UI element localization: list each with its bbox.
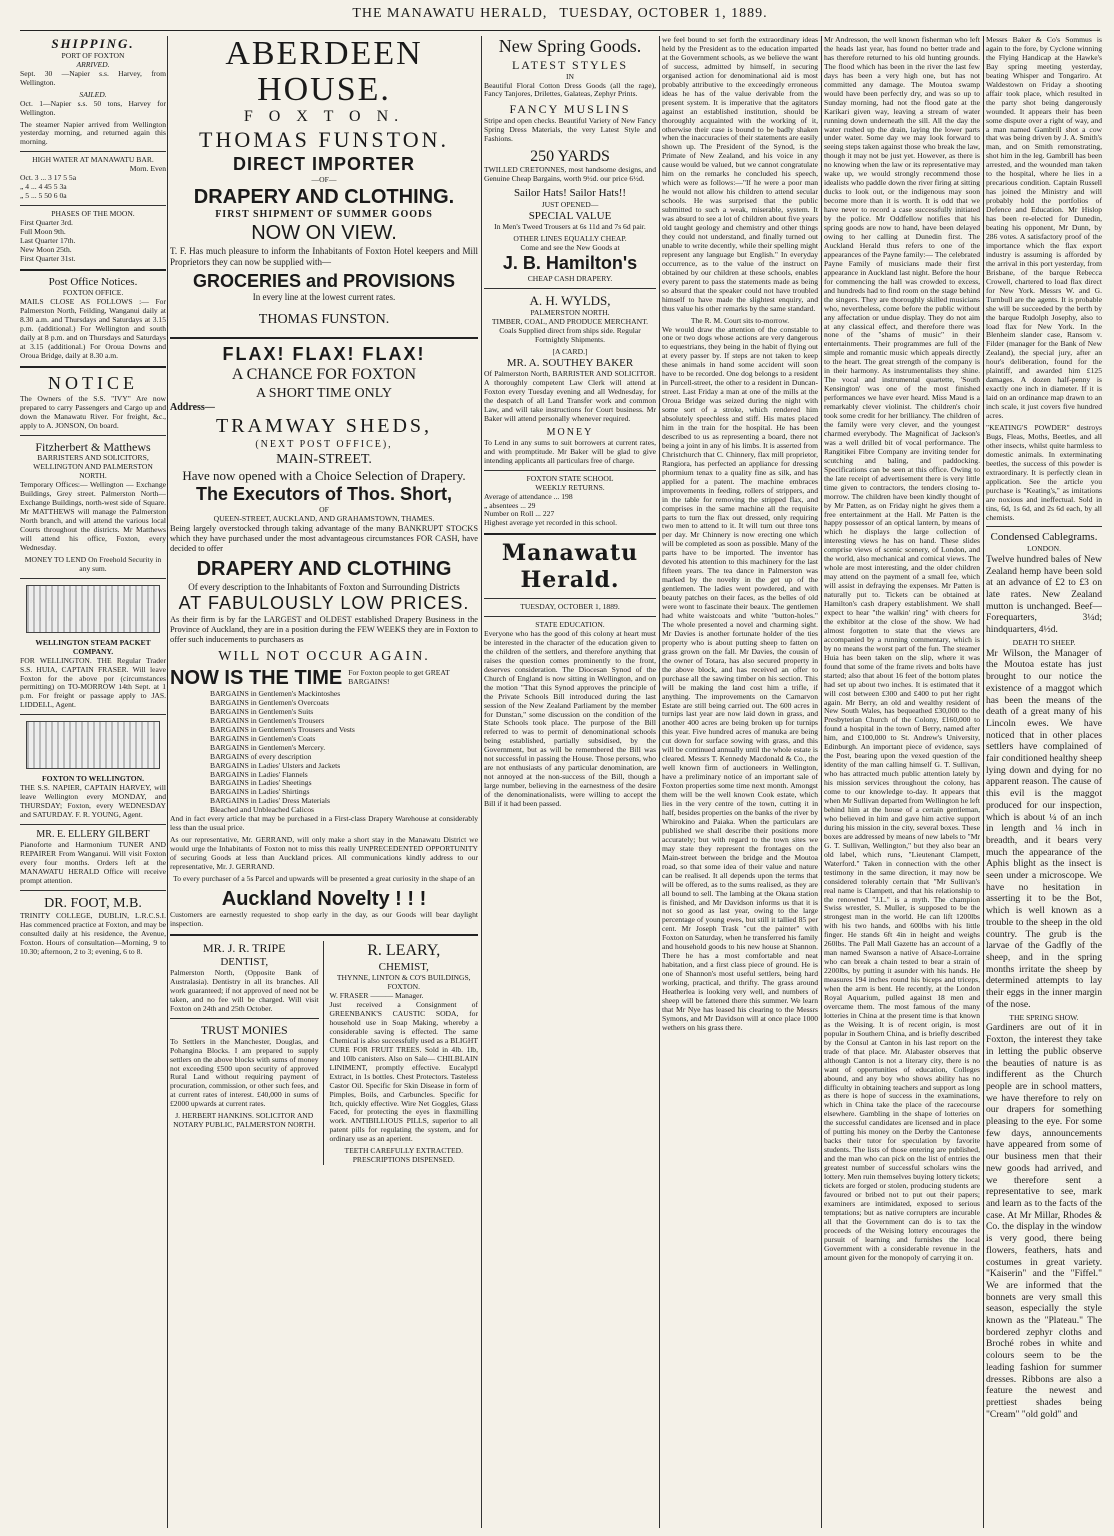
col4-text2: We would draw the attention of the constable to one or two dogs whose actions are very dangerous to equestrians, they being in the habit of flying out at every passer by. If steps are not taken to keep these animals in hand some accident will soon have to be recorded. One dog belongs to a resident in Purcell-street, the other to a resident in Duncan-street. Last Friday a man at one of the mills at the Oroua Bridge was seized during the night with some sort of a stroke, which rendered him absolutely speechless and stiff. His mates placed him in the train for the hospital. He has been described to us as representing a board, there not being a joint in any of his limbs. It is asserted from Christchurch that C. Chinnery, flax mill proprietor, Rangiora, has perfected an appliance for dressing phormium tenax to a quality fine as silk, and has applied for a patent. The machine embraces improvements in feeding, rollers of strippers, and in the table for removing the stripped flax, and comprises in the same machine all the requisite parts to turn the flax out dressed, only requiring two men to attend to it. It will turn out three tons per day. Mr Chinnery is now erecting one which will be completed as soon as possible. Many of the parts have to be imported. The inventor has devoted his attention to this machinery for the last fifteen years. The tea dance in Palmerston was marked by the novelty in the get up of the gentlemen. The ladies went powdered, and with beauty patches on their faces, as the belles of old were wont to fascinate their beaux. The gentlemen had white waistcoats and white "button-holes." The whole presented a novel and charming sight. Mr Davies is another fortunate holder of the ties property who is about putting sheep to fatten on grass grown on the fall. Mr Davies, the cousin of the owner of Totara, has also secured property in the above block, and has received an offer to purchase all the sawing timber on his section. This will be making the land cost him a trifle, if anything. The improvements on the Carnarvon Estate are still being carried out. The 600 acres in turnips last year are now laid down in grass, and another 400 acres are being broken up for turnips this year. Five hundred acres of manuka are being cut down for surface sowing with grass, and this will be continued annually until the whole estate is cleared. Messrs T. Kennedy Macdonald & Co., the well known firm of auctioneers in Wellington, have a preliminary notice of an important sale of Foxton properties some time next month. Amongst them will be the well known Cook estate, which lies in the very centre of the town, cutting it in half, besides properties on the banks of the river by Whirokino and Paiaka. When the particulars are published we shall describe their positions more accurately; but with regard to the town sites we may state they represent the frontages on the Main-street between the bridge and the Moutoa road, so that some idea of their value and nature can be realised. It all depends upon the terms that will be offered, as to the sums realised, as they are all bound to sell. The lambing at the Okaua station is finished, and Mr Davidson informs us that it is not so good as last year, owing to the large percentage of young ewes, but still it tallied 85 per cent. Mr Joseph Trask "cut the painter" with Foxton on Saturday, when he transferred his family and household goods to his new house at Shannon. There he has a most comfortable and neat habitation, and a first class piece of ground. He is one of Shannon's most useful settlers, being hard working, practical, and thrifty. The grass around Heatherlea is looking very well, and numbers of sheep will be fattened there this summer. We learn that Mr Nye has leased his clearing to the Messrs Symons, and Mr Davidson will at once place 1000 wethers on his grass there.	[662, 324, 818, 1032]
wylds-title: A. H. WYLDS,	[529, 292, 611, 308]
issue-date: TUESDAY, OCTOBER 1, 1889.	[559, 6, 768, 21]
law-place: WELLINGTON AND PALMERSTON NORTH.	[33, 462, 153, 481]
aberdeen-of: —OF—	[311, 174, 337, 184]
column-5	[824, 36, 980, 1528]
foot-title: DR. FOOT, M.B.	[44, 896, 142, 912]
spring-fancy: FANCY MUSLINS	[509, 102, 631, 117]
moon-phase: New Moon 25th.	[20, 244, 72, 254]
exec-novelty: Auckland Novelty ! ! !	[221, 887, 427, 910]
spring-yards: 250 YARDS	[530, 147, 610, 165]
bargain-item: BARGAINS in Ladies' Flannels	[210, 769, 308, 779]
spring-hats: Sailor Hats! Sailor Hats!!	[513, 187, 627, 200]
aberdeen-importer: DIRECT IMPORTER	[232, 153, 415, 174]
spring-come: Come and see the New Goods at	[520, 243, 620, 253]
exec-title: The Executors of Thos. Short,	[195, 483, 453, 504]
bargain-item: BARGAINS in Gentlemen's Trousers	[210, 715, 325, 725]
school-title: FOXTON STATE SCHOOL	[526, 473, 614, 483]
notice-text: The Owners of the S.S. "IVY" Are now prepared to carry Passengers and Cargo up and down the Manawatu River. For freight, &c., apply to A. JONSON, On board.	[20, 393, 166, 430]
column-1	[20, 36, 166, 1528]
bargain-item: BARGAINS in Ladies' Dress Materials	[210, 796, 330, 806]
leary-text: Just received a Consignment of GREENBANK'S CAUSTIC SODA, for household use in Soap Making, whereby a considerable saving is effected. The same Chemical is also successfully used as a BLIGHT CURE FOR FRUIT TREES. Sold in 4lb. 1lb, and 10lb canisters. Also on Sale— CHILBLAIN LINIMENT, promptly effective. Eucalyptl Extract, in 1s bottles. Chest Protectors. Tasteless Castor Oil. Specific for Skin Disease in form of Pimples, Boils, and Carbuncles. Specific for Itch, quickly effective. Wire Net Goggles, Glass Faced, for protecting the eyes in flaxmilling work. ANTIBILLIOUS PILLS, superior to all patent pills for regulating the system, and for ordinary use as an aperient.	[329, 1000, 478, 1144]
edu-title: STATE EDUCATION.	[535, 620, 605, 629]
paper-title: THE MANAWATU HERALD,	[352, 6, 548, 21]
spring-opened: JUST OPENED—	[541, 199, 599, 209]
tide-row: „ 5 ... 5 50 6 0a	[20, 191, 67, 201]
aberdeen-view: NOW ON VIEW.	[251, 222, 397, 245]
exec-of: OF	[319, 504, 329, 514]
edu-text: Everyone who has the good of this colony at heart must be interested in the character of the education given to the children of the settlers, and therefore anything that raises the question comes prominently to the front, deserves consideration. The Diocesan Synod of the Church of England is now sitting in Wellington, and on the motion "That this Synod approves the principle of the Private Schools Bill introduced during the last session of the New Zealand Parliament by the member for Dunstan," some discussion on the condition of the State Schools took place. The purpose of the Bill referred to was to permit of denominational schools being established, partially subsidised, by the Government, but as will be remembered the Bill was not successful in passing the House. Those persons, who are not enthusiasts of any particular denomination, are not annoyed at the non-success of the Bill, though a large number, believing in the earnestness of the desire of the denominationalists, were willing to accept the Bill if it had been passed.	[484, 628, 656, 809]
spring-show-text: Gardiners are out of it in Foxton, the interest they take in letting the public observe the beauties of nature is as indifferent as the Church people are in school matters, we have therefore to rely on our drapers for something pleasing to the eye. For some few days, announcements have appeared from some of our business men that their new goods had arrived, and we therefore sent a representative to see, mark and learn as to the facts of the case. At Mr Millar, Rhodes & Co. the display in the window is very good, there being flowers, feathers, hats and costumes in great variety. "Kaiserin" and the "Fiffel." We are informed that the bonnets are very small this season, especially the style known as the "Plateau." The bordered zephyr cloths and Broché robes in white and colours seem to be the leading fashion for summer dresses. Ribbons are also a feature the newest and prettiest shades being "Cream" "old gold" and	[986, 1022, 1102, 1420]
exec-prices: AT FABULOUSLY LOW PRICES.	[178, 592, 470, 613]
foxwel-title: FOXTON TO WELLINGTON.	[41, 774, 145, 784]
column-rule	[983, 36, 984, 1528]
leary-title: R. LEARY,	[367, 942, 441, 960]
law-sub: BARRISTERS AND SOLICITORS,	[37, 453, 149, 463]
bargain-item: BARGAINS in Gentlemen's Overcoats	[210, 697, 329, 707]
bargain-item: BARGAINS in Ladies' Shirtings	[210, 787, 310, 797]
money-text: To Lend in any sums to suit borrowers at current rates, and with promptitude. Mr Baker will be glad to give intending applicants all particulars free of charge.	[484, 437, 656, 465]
baker-title: MR. A. SOUTHEY BAKER	[506, 356, 634, 369]
sailed-text: Oct. 1—Napier s.s. 50 tons, Harvey for Wellington.	[20, 98, 166, 117]
spring-tweed: In Men's Tweed Trousers at 6s 11d and 7s 6d pair.	[494, 222, 646, 232]
tripe-sub: DENTIST,	[220, 955, 269, 968]
moon-phase: Last Quarter 17th.	[20, 236, 76, 246]
foxwel-text: THE S.S. NAPIER, CAPTAIN HARVEY, will leave Wellington every MONDAY, and THURSDAY; Foxton, every WEDNESDAY and SATURDAY. F. R. YOUNG, Agent.	[20, 783, 166, 820]
flax-chance: A CHANCE FOR FOXTON	[231, 366, 417, 384]
moon-phase: First Quarter 3rd.	[20, 218, 73, 228]
aberdeen-drapery: DRAPERY AND CLOTHING.	[193, 185, 455, 208]
wylds-place: PALMERSTON NORTH.	[530, 307, 610, 317]
hamilton-title: J. B. Hamilton's	[502, 252, 638, 273]
trust-hankins: J. HERBERT HANKINS. SOLICITOR AND NOTARY PUBLIC, PALMERSTON NORTH.	[173, 1111, 316, 1130]
arrived-text: Sept. 30 —Napier s.s. Harvey, from Wellington.	[20, 68, 166, 87]
moon-phase: First Quarter 31st.	[20, 253, 76, 263]
bargain-item: Bleached and Unbleached Calicos	[210, 805, 314, 815]
tide-row: „ 4 ... 4 45 5 3a	[20, 182, 67, 192]
leary-addr: THYNNE, LINTON & CO'S BUILDINGS, FOXTON.	[336, 973, 471, 992]
death-title: DEATH TO SHEEP.	[1012, 637, 1076, 647]
flax-tram: TRAMWAY SHEDS,	[215, 415, 433, 438]
packet-title: WELLINGTON STEAM PACKET COMPANY.	[35, 637, 151, 656]
spring-stripe: Stripe and open checks. Beautiful Variety of New Fancy Spring Dress Materials, the very Latest Style and Fashions.	[484, 116, 656, 143]
hamilton-sub: CHEAP CASH DRAPERY.	[527, 273, 613, 283]
bargain-item: BARGAINS in Gentlemen's Coats	[210, 733, 316, 743]
flax-title: FLAX! FLAX! FLAX!	[222, 343, 426, 364]
bargain-list	[170, 690, 478, 815]
moon-title: PHASES OF THE MOON.	[51, 209, 135, 219]
cable-text: Twelve hundred bales of New Zealand hemp have been sold at an advance of £2 to £3 on late rates. New Zealand mutton is unchanged. Beef—Forequarters, 3¼d; hindquarters, 4½d.	[986, 553, 1102, 636]
spring-in: IN	[565, 71, 574, 81]
steamship-illustration	[26, 585, 159, 633]
exec-drapery: DRAPERY AND CLOTHING	[196, 558, 452, 581]
bargain-item: BARGAINS of every description	[210, 751, 312, 761]
leary-presc: PRESCRIPTIONS DISPENSED.	[352, 1155, 455, 1165]
aberdeen-shipment: FIRST SHIPMENT OF SUMMER GOODS	[215, 209, 433, 221]
flax-main: MAIN-STREET.	[276, 451, 372, 467]
spring-title: New Spring Goods.	[498, 36, 642, 56]
col6-text1: Messrs Baker & Co's Sommus is again to the fore, by Cyclone winning the Flying Handicap at the Hawke's Bay spring meeting yesterday, beating Whisper and Tongariro. At Waldestown on Friday a shooting affair took place, which resulted in the party shot being dangerously wounded. It appears their has been some dispute over a right of way, and a man named Gambrill shot a cow that was being driven by J. A. Smith's man, and on Smith remonstrating, shot him in the leg. Gambrill has been arrested, and the wounded man taken to the hospital, where he lies in a precarious condition. Captain Russell has joined the Ministry and will probably hold the portfolios of Defence and Education. Mr Hislop has been re-elected for Dunedin, beating his opponent, Mr Dunn, by 286 votes. A satisfactory proof of the importance which the flax export industry is assuming is afforded by the arrival in this port yesterday, from Brisbane, of the barque Rebecca Crowell, chartered to load flax direct for New York. Messrs W. and G. Turnbull are the agents. It is probable she will be succeeded by the berth by the barque Rudolph Josephy, also to load flax for New York. In the Blenheim slander case, Ransom v. Filder (manager for the Bank of New Zealand), the special jury, after an hour's deliberation, found for the plaintiff, and awarded him £125 damages. A dozen half-penny is exactly one inch in diameter. If it is laid on an ordinance map drawn to an inch scale, it just covers five hundred acres.	[986, 36, 1102, 421]
spring-floral: Beautiful Floral Cotton Dress Goods (all the rage), Fancy Tanjores, Drilettes, Galateas, Zephyr Prints.	[484, 80, 656, 99]
exec-every-article: And in fact every article that may be purchased in a First-class Drapery Warehouse at considerably less than the usual price.	[170, 814, 478, 833]
aberdeen-owner: THOMAS FUNSTON.	[199, 126, 449, 152]
aberdeen-owner2: THOMAS FUNSTON.	[258, 312, 390, 328]
arrived-label: ARRIVED.	[76, 59, 110, 69]
steamer-text: The steamer Napier arrived from Wellington yesterday morning, and returned again this morning.	[20, 119, 166, 147]
column-rule	[659, 36, 660, 1528]
school-sub: WEEKLY RETURNS.	[535, 482, 605, 492]
tide-row: Oct. 3 ... 3 17 5 5a	[20, 173, 77, 183]
spring-special: SPECIAL VALUE	[528, 209, 612, 222]
aberdeen-groceries: GROCERIES and PROVISIONS	[192, 270, 456, 291]
trust-title: TRUST MONIES	[200, 1023, 288, 1038]
wylds-text: TIMBER, COAL, AND PRODUCE MERCHANT. Coals Supplied direct from ships side. Regular Fortnightly Shipments.	[491, 316, 649, 344]
exec-now-sub: For Foxton people to get GREAT BARGAINS!	[348, 667, 450, 686]
packet-text: FOR WELLINGTON. THE Regular Trader S.S. HUIA, CAPTAIN FRASER. Will leave Foxton for the above por (circumstances permitting) on TO-MORROW 14th Sept. at 1 p.m. For freight or passage apply to JAS. LIDDELL, Agent.	[20, 655, 166, 710]
notice-title: NOTICE	[48, 372, 138, 393]
school-attendance: Average of attendance ... 198	[484, 491, 573, 501]
column-2	[170, 36, 478, 1528]
keating-ad: "KEATING'S POWDER" destroys Bugs, Fleas, Moths, Beetles, and all other insects, whilst quite harmless to domestic animals. In exterminating beetles, the success of this powder is extraordinary. It is perfectly clean in application. See the article you purchase is "Keating's," as imitations are noxious and ineffectual. Sold in tins, 6d, 1s 6d, and 2s 6d each, by all chemists.	[986, 422, 1102, 522]
gilbert-text: Pianoforte and Harmonium TUNER AND REPAIRER From Wanganui. Will visit Foxton every four months. Orders left at the MANAWATU HERALD Office will receive prompt attention.	[20, 840, 166, 886]
death-text: Mr Wilson, the Manager of the Moutoa estate has just brought to our notice the existence of a maggot which has been the means of the death of a great many of his Lincoln ewes. We have noticed that in other places settlers have complained of fair conditioned healthy sheep lying down and dying for no apparent reason. The cause of this evil is the maggot produced for our inspection, which is about ¼ of an inch in length and ⅛ inch in breadth, and it bears very much the appearance of the Aphis blight as the insect is seen under a microscope. We have no hesitation in asserting it to be the Bot, which is well known as a trouble to the sheep in the old country. The grub is the larvae of the Gadfly of the sheep, and in the spring months irritate the sheep by determined attempts to lay their eggs in the inner margin of the nose.	[986, 647, 1102, 1010]
post-sub: FOXTON OFFICE.	[62, 288, 124, 298]
law-title: Fitzherbert & Matthews	[35, 439, 151, 454]
court-notice: The R. M. Court sits to-morrow.	[690, 315, 790, 325]
exec-parcel: To every purchaser of a 5s Parcel and upwards will be presented a great curiosity in the shape of an	[173, 873, 475, 883]
flax-next: (NEXT POST OFFICE),	[255, 438, 393, 450]
column-6	[986, 36, 1102, 1528]
aberdeen-rates: In every line at the lowest current rates.	[252, 292, 396, 303]
cable-title: Condensed Cablegrams.	[990, 531, 1098, 544]
spring-latest: LATEST STYLES	[511, 57, 629, 72]
column-rule	[821, 36, 822, 1528]
bargain-item: BARGAINS in Ladies' Ulsters and Jackets	[210, 760, 341, 770]
leary-sub: CHEMIST,	[378, 960, 429, 973]
school-roll: Number on Roll ... 227	[484, 509, 555, 519]
masthead-rule	[20, 30, 1100, 31]
bargain-item: BARGAINS in Ladies' Sheetings	[210, 778, 312, 788]
card-label: [A CARD.]	[552, 346, 588, 356]
spring-show-title: THE SPRING SHOW.	[1009, 1012, 1079, 1022]
post-text: MAILS CLOSE AS FOLLOWS :— For Palmerston North, Feilding, Wanganui daily at 8.30 a.m. and Thursdays and Saturdays at 3.15 p.m. (additional.) For Wellington and south daily at 8 p.m. and on Thursdays and Saturdays at 3.15 (additional.) For Oroua Downs and Oroua Bridge, daily at 8.30 a.m.	[20, 297, 166, 360]
exec-rep: As our representative, Mr. GERRAND, will only make a short stay in the Manawatu District we would urge the Inhabitants of Foxton not to miss this really UNPRECEDENTED OPPORTUNITY of securing Goods at less than Auckland prices. All communications kindly address to our representative, Mr. J. GERRAND.	[170, 835, 478, 872]
column-4	[662, 36, 818, 1528]
gilbert-title: MR. E. ELLERY GILBERT	[36, 829, 150, 841]
exec-customers: Customers are earnestly requested to shop early in the day, as our Goods will bear daylight inspection.	[170, 910, 478, 929]
spring-other: OTHER LINES EQUALLY CHEAP.	[513, 234, 627, 244]
aberdeen-place: F O X T O N.	[243, 108, 405, 126]
port-label: PORT OF FOXTON	[61, 50, 125, 60]
exec-addr: QUEEN-STREET, AUCKLAND, AND GRAHAMSTOWN, THAMES.	[213, 513, 435, 523]
tide-header: Morn. Even	[129, 164, 166, 174]
foot-text: TRINITY COLLEGE, DUBLIN, L.R.C.S.I. Has commenced practice at Foxton, and may be consulted daily at his residence, the Avenue, Foxton. Hours of consultation—Morning, 9 to 10.30; afternoon, 2 to 3; evening, 6 to 8.	[20, 911, 166, 956]
masthead	[20, 6, 1100, 28]
exec-now: NOW IS THE TIME	[170, 666, 343, 689]
sailed-label: SAILED.	[79, 89, 107, 99]
exec-text: Being largely overstocked through taking advantage of the many BANKRUPT STOCKS which they have purchased under the most advantageous circumstances FOR CASH, have decided to offer	[170, 523, 478, 554]
aberdeen-tf: T. F. Has much pleasure to inform the Inhabitants of Foxton Hotel keepers and Mill Proprietors they can now be supplied with—	[170, 245, 478, 267]
trust-text: To Settlers in the Manchester, Douglas, and Pohangina Blocks. I am prepared to supply settlers on the above blocks with sums of money not exceeding £500 upon security of approved Rural Land without requiring payment of procuration, commission, or other such fees, and at current rates of interest. £40,000 in sums of £2000 upwards at current rates.	[170, 1036, 319, 1109]
col5-text: Mr Andresson, the well known fisherman who left the heads last year, has found no better trade and has therefore returned to his old hunting grounds. The flood which has been in the river the last few days has been a very high one, but has not committed any damage. The Moutoa swamp would have been perfectly dry, and was so up to Sunday morning, had not the flood gate at the Karikari given way, leaving a stream of water running down underneath the sill. All the day the water rushed up the drain, laying the lower parts under water. Some day we may look forward to seeing steps taken against those who break the law, though it may not be just yet. However, as there is no knowing when the law or its representative may wake up, we would strongly recommend those idealists who paddle down the river firing at sitting ducks to look out, or the indigenous may soon become more than it is worth. It is odd that we have never to record a case successfully initiated by the police. Mr Oddfellow notifies that his spring goods are now to hand, have been delayed owing to her calling at Dunedin first. The Auckland Herald thus refers to one of the appearances of the Payne family:— The celebrated Payne Family of musicians made their first appearance in Auckland last night. Before the hour for commencing the hall was crowded to excess, and hundreds had to find room on the stage behind the singers. They are thoroughly skilled musicians who, nevertheless, come before the public without any affectation or undue display. They do not aim at any classical effect, and therefore there was none of the "shams of music" in their entertainments. Their programmes are full of the simple and romantic music which appeals directly to the heart. The great strength of the company is in their harmony. As instrumentalists they shine. The vocal and instrumental quartette, 'South Kensington' was one of the most finished performances we have ever heard. Miss Maud is a remarkably clever violinist. The children's choir took some credit for her brilliancy. The children of the family were very clever, and the youngest charmed everybody. The Magnificat of Jackson's was a well drilled bit of vocal performance. The Rangitikei Fibre Company are inviting tender for scutching and baling, and paddocking. Specifications can be seen at this office. Owing to the late receipt of advertisement there is very little time given to contractors, the tenders closing to-morrow. The children have been kindly thought of by Mr Patten, as on Friday night he gives them a free entertainment at the Hall. Mr Patten is the happy possessor of an optical lantern, by means of which he displays the large collection of interesting views he has on hand. These slides comprise views of scenic scenery, of London, and the world, also mechanical and comical views. The whole are most interesting, and the older children may attend on the payment of a small fee, which will assist in defraying the expenses. Mr Patten is naturally put to. Tickets can be obtained at Hamilton's cash drapery establishment. We shall expect to hear "the walkin' ring" with cheers for the exhibitor at the close of the show. We had almost forgotten to state that the views are accompanied by a running commentary, which is by no means the worst part of the fun. The steamer Huia has been taken on the slip, where it was found that some of the frame rivets and bolts have started; also that about 16 feet of the bottom plates had set up about two inches. It is estimated that it will cost between £300 and £400 to put her right again. Mr Berry, an old and wealthy resident of New South Wales, has bequeathed £30,000 to the Presbyterian Church of the Colony, £160,000 to found a hospital in the town of Berry, named after him, and £100,000 to St. Andrew's University, Edinburgh. An important piece of evidence, says the Post, bearing upon the vexed question of the identity of the man calling himself G. T. Sullivan, who has attracted much public attention lately by his mission services throughout the colony, has come to our knowledge to-day. It appears that when Mr Sullivan departed from Wellington he left behind him at the house of a certain gentleman, who believed in him and gave him active support during his mission in the city, several boxes. These boxes are addressed by means of new labels to "Mr G. T. Sullivan, Wellington," but they also bear an old label, which runs, "Lieutenant Clampett, Waterford." Taken in connection with the other testimony in the same direction, it may now be considered tolerably certain that "Mr Sullivan's real name is Clampett, and that his relationship to the renowned "J.L." is a myth. The champion Swiss wrestler, S. Muller, is supposed to be the strongest man in the world. He can lift 1200lbs with his two hands, and 600lbs with his little finger. He stands 6ft 4in in height and weighs 260lbs. The Pall Mall Gazette has an account of a man named Swanson a native of Alsace-Lorraine who can break a chain tested to bear a strain of 2200lbs, by putting it asunder with his hands. He measures 194 inches round his biceps and triceps, when the arm is bent. He recently, at the London Royal Aquarium, pulled against 18 men and overcame them. The most famous of the many lotteries in China at the present time is that known as the Weising. It is of recent origin, is most popular in Southern China, and is briefly described by the Consul at Canton in his last report on the trade of that place. Mr. Alabaster observes that although Canton is not a literary city, there is no want of opportunities of education, Colleges abound, and any boy who shows ability has no difficulty in obtaining teachers and support as long as there is hope of success in the examinations, which in China take the place of the racecourse elsewhere. Gambling in the shape of lotteries on the successful candidates are licensed and in place of putting his money on the Derby the Cantonese backs their tutor for speculation by favorite students. The lists of those entering are published, and the man who can pick on the list of entries the greatest number of successful scholars wins the lottery. Men ruin themselves buying lottery tickets; tickets are forged or stolen, producing students are favoured or bribed not to put out their papers; examiners are intimidated, exposed to serious temptations; but as native corrupters are incurable all that the Government can do is to tax the proceeds of the Weising lottery encourages the pursuit of learning and furnishes the local Government with a considerable revenue in the amount given for the monopoly of carrying it on.	[824, 36, 980, 1262]
flax-address: Address—	[170, 402, 215, 414]
herald-date: TUESDAY, OCTOBER 1, 1889.	[520, 602, 620, 612]
post-title: Post Office Notices.	[48, 275, 138, 288]
exec-firm: As their firm is by far the LARGEST and OLDEST established Drapery Business in the Province of Auckland, they are in a position during the FEW WEEKS they are in Foxton to offer such inducements to purchasers as	[170, 614, 478, 645]
flax-opened: Have now opened with a Choice Selection of Drapery.	[182, 467, 466, 483]
exec-will-not: WILL NOT OCCUR AGAIN.	[218, 649, 430, 665]
column-3	[484, 36, 656, 1528]
steamship-illustration	[26, 721, 159, 769]
aberdeen-title: ABERDEEN HOUSE.	[225, 36, 423, 108]
column-rule	[167, 36, 168, 1528]
law-text: Temporary Offices:— Wellington — Exchange Buildings, Grey street. Palmerston North—Exchange Buildings, north-west side of Square. Mr MATTHEWS will manage the Palmerston North branch, and will attend the various local Courts throughout the districts. Mr Matthews will attend his office, Foxton, every Wednesday.	[20, 480, 166, 552]
bargain-item: BARGAINS in Gentlemen's Mackintoshes	[210, 688, 341, 698]
bargain-item: BARGAINS in Gentlemen's Suits	[210, 706, 314, 716]
leary-teeth: TEETH CAREFULLY EXTRACTED.	[344, 1146, 464, 1156]
shipping-title: SHIPPING.	[51, 36, 135, 51]
col4-text1: we feel bound to set forth the extraordinary ideas held by the President as to the education imparted at the Government schools, as we believe the want of success, admitted by himself, in securing organised action for denominational aid is most probably attributive to the exceedingly erroneous ideas he has of the value derivable from the present system. It is imperative that the agitators against an established institution, should be thoroughly acquainted with the working of it, otherwise their case is bound to be badly shaken when the inaccuracies of their statements are easily shown up. The President of the Synod, is the Primate of New Zealand, and his voice in any cause would be valued, but we cannot congratulate him on the remarks he concluded his speech, which were as follows:—"If he were a poor man he would not allow his children to attend secular schools. He was surprised that the public submitted to such a weak, miserable, system. It was absurd to see a lot of children about five years old taught geology and chemistry and other things they could not understand, and finally turned out unable to write decently, while their spelling might represent any language but English." In everyday occurrence, as to the value of the instruct on obtained by our children at these schools, enables every parent to pass the statements made as being so absurd that the speaker could not have troubled himself to have made the slightest enquiry, and thus value his other remarks by the same standard.	[662, 36, 818, 313]
bargain-item: BARGAINS in Gentlemen's Mercery.	[210, 742, 326, 752]
exec-every: Of every description to the Inhabitants of Foxton and Surrounding Districts	[188, 581, 460, 592]
column-rule	[481, 36, 482, 1528]
bargain-item: BARGAINS in Gentlemen's Trousers and Vests	[210, 724, 355, 734]
school-note: Highest average yet recorded in this school.	[484, 518, 618, 528]
spring-twilled: TWILLED CRETONNES, most handsome designs, and Genuine Cheap Bargains, worth 9½d. our price 6½d.	[484, 165, 656, 184]
baker-text: Of Palmerston North, BARRISTER AND SOLICITOR. A thoroughly competent Law Clerk will attend at Foxton every Tuesday evening and all Wednesday, for the despatch of all Land Transfer work and common Law, and will take instructions for Court business. Mr Baker will attend personally whenever required.	[484, 368, 656, 423]
moon-phase: Full Moon 9th.	[20, 227, 66, 237]
tripe-text: Palmerston North, (Opposite Bank of Australasia). Dentistry in all its branches. All work guaranteed; if not approved of need not be taken, and no fee will be charged. Will visit Foxton on 24th and 25th October.	[170, 968, 319, 1014]
leary-mgr: W. FRASER ——— Manager.	[329, 991, 424, 1001]
school-absentees: „ absentees ... 29	[484, 500, 536, 510]
herald-nameplate: Manawatu Herald.	[501, 540, 639, 594]
money-lend: MONEY TO LEND On Freehold Security in any sum.	[24, 554, 162, 573]
flax-short: A SHORT TIME ONLY	[255, 386, 393, 401]
tide-title: HIGH WATER AT MANAWATU BAR.	[32, 155, 154, 165]
cable-london: LONDON.	[1027, 543, 1061, 553]
money-title: MONEY	[546, 426, 594, 438]
tripe-title: MR. J. R. TRIPE	[203, 941, 286, 956]
